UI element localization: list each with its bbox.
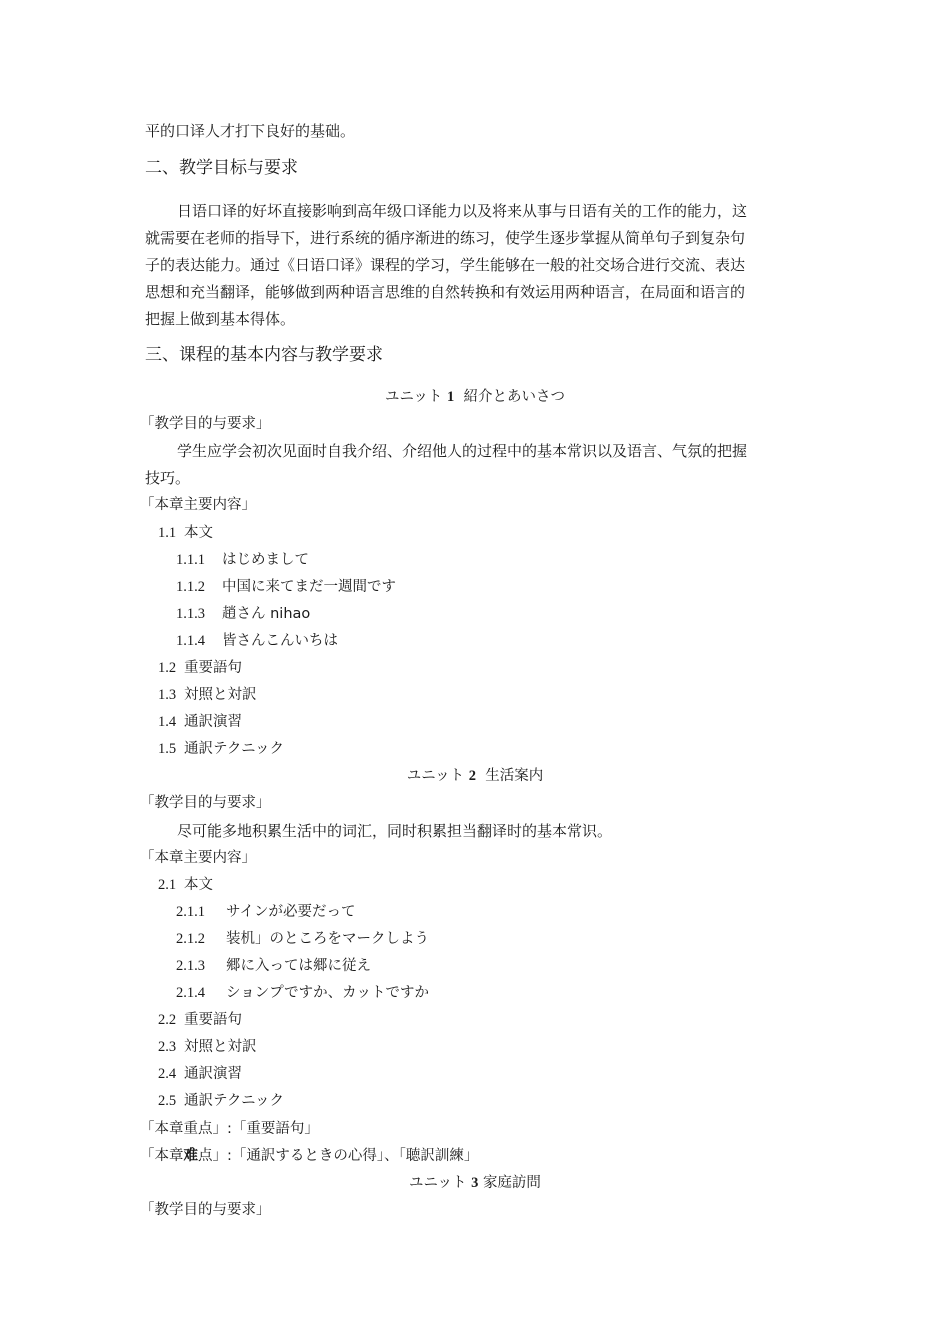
outline-text: 対照と対訳 — [184, 687, 257, 703]
unit-number: 3 — [471, 1175, 479, 1191]
content-label: 「本章主要内容」 — [140, 497, 256, 513]
goal-text-line: 学生应学会初次见面时自我介绍、介绍他人的过程中的基本常识以及语言、气氛的把握 — [177, 442, 748, 460]
outline-number: 2.1.1 — [176, 904, 205, 920]
outline-text: 中国に来てまだ一週間です — [222, 579, 396, 595]
outline-text: 通訳演習 — [184, 714, 242, 730]
outline-item — [176, 577, 396, 597]
outline-number: 1.5 — [158, 741, 177, 757]
unit-title — [0, 766, 950, 786]
outline-item — [176, 902, 355, 922]
goal-label: 「教学目的与要求」 — [140, 416, 271, 432]
unit-title — [0, 1173, 950, 1193]
outline-item — [158, 523, 213, 543]
difficult-rest: 点」:「通訳するときの心得」、「聴訳訓練」 — [198, 1148, 479, 1164]
outline-number: 1.1 — [158, 525, 177, 541]
outline-item — [158, 1010, 242, 1030]
goal-label: 「教学目的与要求」 — [140, 1202, 271, 1218]
outline-text: 皆さんこんいちは — [222, 633, 338, 649]
unit-name: 家庭訪問 — [482, 1175, 541, 1191]
unit-title-prefix: ユニット — [385, 389, 443, 405]
outline-text: 趙さん nihao — [222, 606, 311, 622]
outline-item — [158, 1064, 242, 1084]
outline-item — [176, 983, 429, 1003]
outline-item — [158, 739, 284, 759]
outline-number: 2.1.4 — [176, 985, 205, 1001]
outline-text: サインが必要だって — [226, 904, 356, 920]
outline-number: 2.3 — [158, 1039, 177, 1055]
outline-number: 2.1 — [158, 877, 177, 893]
paragraph-line: 日语口译的好坏直接影响到高年级口译能力以及将来从事与日语有关的工作的能力，这 — [177, 202, 748, 220]
outline-item — [176, 550, 309, 570]
outline-item — [176, 604, 310, 624]
unit-name: 紹介とあいさつ — [463, 389, 565, 405]
outline-number: 1.4 — [158, 714, 177, 730]
outline-number: 1.2 — [158, 660, 177, 676]
goal-text-line: 尽可能多地积累生活中的词汇，同时积累担当翻译时的基本常识。 — [177, 822, 613, 840]
outline-text: 本文 — [184, 525, 213, 541]
difficult-bold-char: 难 — [183, 1148, 198, 1164]
outline-text: 郷に入っては郷に従え — [226, 958, 371, 974]
outline-number: 1.1.4 — [176, 633, 205, 649]
outline-number: 1.1.2 — [176, 579, 205, 595]
unit-number: 2 — [468, 768, 477, 784]
paragraph-line: 子的表达能力。通过《日语口译》课程的学习，学生能够在一般的社交场合进行交流、表达 — [145, 256, 746, 274]
paragraph-line: 思想和充当翻译，能够做到两种语言思维的自然转换和有效运用两种语言，在局面和语言的 — [145, 283, 746, 301]
outline-item — [158, 712, 242, 732]
outline-number: 2.1.2 — [176, 931, 205, 947]
unit-title-prefix: ユニット — [409, 1175, 467, 1191]
outline-item — [158, 875, 213, 895]
outline-number: 2.5 — [158, 1093, 177, 1109]
outline-item — [176, 956, 371, 976]
outline-number: 1.1.1 — [176, 552, 205, 568]
outline-item — [158, 1037, 257, 1057]
goal-label: 「教学目的与要求」 — [140, 795, 271, 811]
outline-text: 通訳演習 — [184, 1066, 242, 1082]
goal-text-line: 技巧。 — [145, 469, 191, 487]
unit-number: 1 — [447, 389, 455, 405]
outline-number: 1.3 — [158, 687, 177, 703]
outline-number: 2.1.3 — [176, 958, 205, 974]
outline-item — [158, 1091, 284, 1111]
content-label: 「本章主要内容」 — [140, 850, 256, 866]
section-heading-content: 三、课程的基本内容与教学要求 — [145, 345, 383, 365]
difficult-label: 「本章 — [140, 1148, 184, 1164]
key-point-line: 「本章重点」:「重要語句」 — [140, 1121, 319, 1137]
outline-text: 重要語句 — [184, 1012, 242, 1028]
paragraph-line: 把握上做到基本得体。 — [145, 310, 296, 328]
section-heading-goals: 二、教学目标与要求 — [145, 158, 298, 178]
outline-text: 通訳テクニック — [184, 1093, 285, 1109]
outline-text: 重要語句 — [184, 660, 242, 676]
outline-number: 2.4 — [158, 1066, 177, 1082]
outline-item — [176, 631, 338, 651]
paragraph-line: 就需要在老师的指导下，进行系统的循序渐进的练习，使学生逐步掌握从简单句子到复杂句 — [145, 229, 746, 247]
outline-text: 通訳テクニック — [184, 741, 285, 757]
outline-text: 本文 — [184, 877, 213, 893]
continuation-text: 平的口译人才打下良好的基础。 — [145, 122, 356, 140]
outline-text: 対照と対訳 — [184, 1039, 257, 1055]
unit-title — [0, 387, 950, 407]
outline-item — [158, 658, 242, 678]
outline-text: 装机」のところをマークしよう — [226, 931, 429, 947]
outline-number: 1.1.3 — [176, 606, 205, 622]
outline-text: ションプですか、カットですか — [226, 985, 429, 1001]
outline-text: はじめまして — [222, 552, 309, 568]
unit-title-prefix: ユニット — [406, 768, 465, 784]
unit-name: 生活案内 — [485, 768, 544, 784]
outline-number: 2.2 — [158, 1012, 177, 1028]
difficult-point-line — [140, 1146, 478, 1166]
outline-item — [158, 685, 257, 705]
outline-item — [176, 929, 429, 949]
